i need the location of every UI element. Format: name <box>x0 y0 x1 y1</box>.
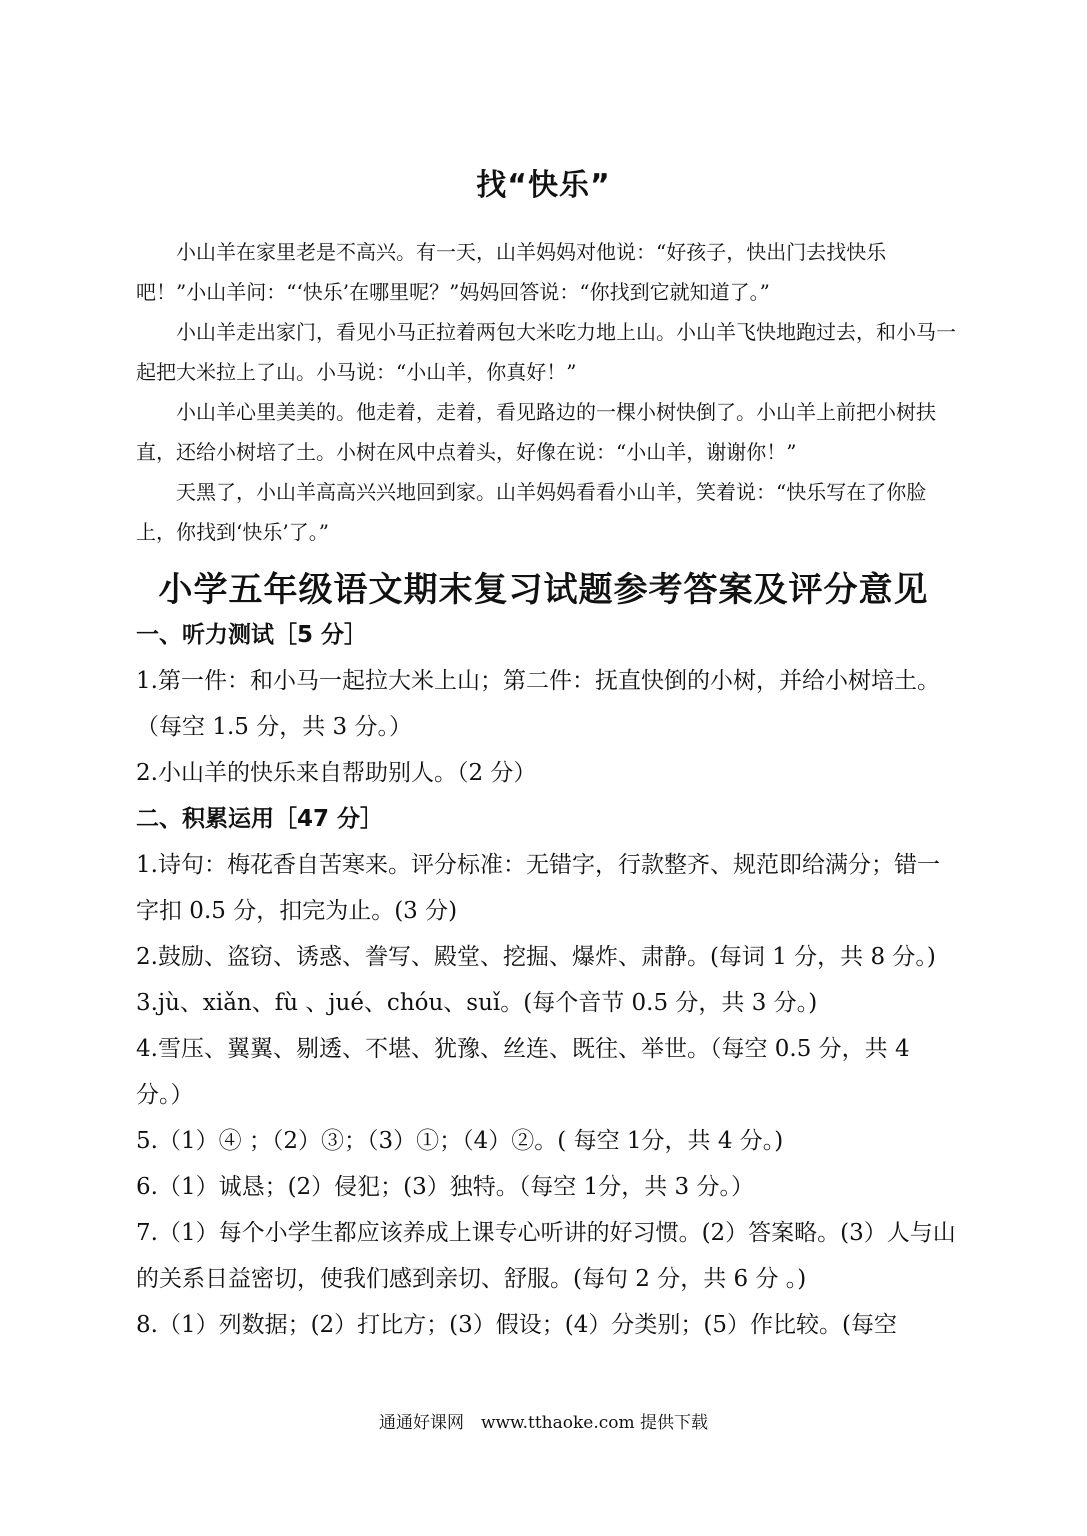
story-paragraph: 天黑了，小山羊高高兴兴地回到家。山羊妈妈看看小山羊，笑着说：“快乐写在了你脸上，你找到‘快乐’了。” <box>136 480 927 544</box>
answer-item: 3.jù、xiǎn、fù 、jué、chóu、suǐ。(每个音节 0.5 分，共 3 分。) <box>136 990 818 1016</box>
story-body <box>136 232 956 552</box>
answer-item: 8.（1）列数据；(2）打比方；(3）假设；(4）分类别；(5）作比较。(每空 <box>136 1312 897 1338</box>
answer-item: 1.第一件：和小马一起拉大米上山；第二件：抚直快倒的小树，并给小树培土。（每空 1.5 分，共 3 分。） <box>136 668 940 740</box>
answer-item: 5.（1）④ ；（2）③；（3）①；（4）②。( 每空 1分，共 4 分。) <box>136 1128 784 1154</box>
answer-item: 7.（1）每个小学生都应该养成上课专心听讲的好习惯。(2）答案略。(3）人与山的关系日益密切，使我们感到亲切、舒服。(每句 2 分，共 6 分 。) <box>136 1220 956 1292</box>
answer-key-body <box>136 612 956 1348</box>
answer-item: 1.诗句：梅花香自苦寒来。评分标准：无错字，行款整齐、规范即给满分；错一字扣 0.5 分，扣完为止。(3 分) <box>136 852 940 924</box>
answer-item: 2.鼓励、盗窃、诱惑、誊写、殿堂、挖掘、爆炸、肃静。(每词 1 分，共 8 分。) <box>136 944 936 970</box>
answer-item: 6.（1）诚恳；(2）侵犯；(3）独特。（每空 1分，共 3 分。） <box>136 1174 754 1200</box>
answer-item: 2.小山羊的快乐来自帮助别人。（2 分） <box>136 760 537 786</box>
answer-key-title: 小学五年级语文期末复习试题参考答案及评分意见 <box>158 570 929 610</box>
section-heading-accumulation: 二、积累运用［47 分］ <box>136 806 384 832</box>
answer-item: 4.雪压、翼翼、剔透、不堪、犹豫、丝连、既往、举世。（每空 0.5 分，共 4 分。） <box>136 1036 910 1108</box>
story-title: 找“快乐” <box>476 168 611 203</box>
story-paragraph: 小山羊走出家门，看见小马正拉着两包大米吃力地上山。小山羊飞快地跑过去，和小马一起把大米拉上了山。小马说：“小山羊，你真好！” <box>136 320 956 384</box>
story-paragraph: 小山羊心里美美的。他走着，走着，看见路边的一棵小树快倒了。小山羊上前把小树扶直，还给小树培了土。小树在风中点着头，好像在说：“小山羊，谢谢你！” <box>136 400 936 464</box>
story-paragraph: 小山羊在家里老是不高兴。有一天，山羊妈妈对他说：“好孩子，快出门去找快乐吧！”小山羊问：“‘快乐’在哪里呢？”妈妈回答说：“你找到它就知道了。” <box>136 240 887 304</box>
page-footer: 通通好课网 www.tthaoke.com 提供下载 <box>378 1413 709 1433</box>
section-heading-listening: 一、听力测试［5 分］ <box>136 622 368 648</box>
